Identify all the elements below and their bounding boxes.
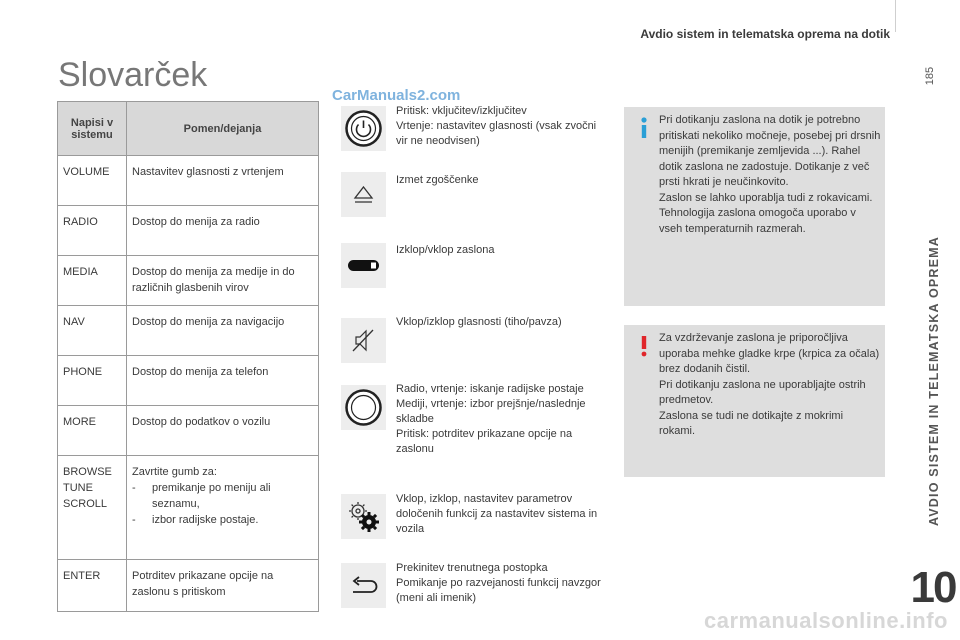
- table-row: [58, 456, 319, 560]
- info-note: [624, 107, 885, 306]
- term-cell: RADIO: [58, 206, 127, 256]
- meaning-cell: Nastavitev glasnosti z vrtenjem: [127, 156, 319, 206]
- table-row: [58, 306, 319, 356]
- watermark-top: CarManuals2.com: [332, 87, 461, 104]
- control-description-settings: Vklop, izklop, nastavitev parametrov določenih funkcij za nastavitev sistema in vozila: [396, 493, 598, 535]
- page-number: 185: [924, 66, 936, 86]
- settings-gears-icon: [341, 494, 386, 539]
- bullet-text: izbor radijske postaje.: [152, 514, 259, 526]
- bullet-item: - izbor radijske postaje.: [132, 514, 259, 526]
- meaning-cell: Dostop do menija za navigacijo: [127, 306, 319, 356]
- term-cell: PHONE: [58, 356, 127, 406]
- meaning-cell: [127, 456, 319, 560]
- glossary-table: [57, 101, 319, 612]
- bullet-text: premikanje po meniju ali seznamu,: [152, 482, 271, 510]
- term-cell: BROWSE TUNE SCROLL: [58, 456, 127, 560]
- table-row: [58, 256, 319, 306]
- mute-icon: [341, 318, 386, 363]
- meaning-text: Zavrtite gumb za:: [132, 466, 217, 478]
- meaning-cell: Dostop do menija za telefon: [127, 356, 319, 406]
- table-row: [58, 156, 319, 206]
- term-cell: MORE: [58, 406, 127, 456]
- meaning-cell: Potrditev prikazane opcije na zaslonu s pritiskom: [127, 560, 319, 612]
- chapter-side-title: AVDIO SISTEM IN TELEMATSKA OPREMA: [927, 235, 941, 527]
- header-title: Avdio sistem in telematska oprema na dotik: [640, 27, 890, 41]
- back-arrow-icon: [341, 563, 386, 608]
- power-knob-icon: [341, 106, 386, 151]
- meaning-cell: Dostop do podatkov o vozilu: [127, 406, 319, 456]
- info-icon: [638, 117, 650, 144]
- warning-note-text: Za vzdrževanje zaslona je priporočljiva uporaba mehke gladke krpe (krpica za očala) brez dodanih čistil. Pri dotikanju zaslona ne uporabljajte ostrih predmetov. Zaslona se tudi ne dotikajte z mokrimi rokami.: [659, 332, 880, 437]
- control-description-screen: Izklop/vklop zaslona: [396, 244, 495, 256]
- term-cell: MEDIA: [58, 256, 127, 306]
- chapter-number: 10: [910, 563, 956, 612]
- table-row: [58, 356, 319, 406]
- warning-icon: [638, 335, 650, 362]
- bullet-item: - premikanje po meniju ali seznamu,: [132, 480, 313, 512]
- table-row: [58, 560, 319, 612]
- watermark-bottom: carmanualsonline.info: [704, 608, 948, 633]
- column-header-term: Napisi v sistemu: [58, 102, 127, 156]
- meaning-cell: Dostop do menija za medije in do različnih glasbenih virov: [127, 256, 319, 306]
- table-row: [58, 206, 319, 256]
- eject-icon: [341, 172, 386, 217]
- glossary-header-row: [58, 102, 319, 156]
- column-header-meaning: Pomen/dejanja: [127, 102, 319, 156]
- screen-toggle-icon: [341, 243, 386, 288]
- info-note-text: Pri dotikanju zaslona na dotik je potrebno pritiskati nekoliko močneje, posebej pri drsnih menijih (premikanje zemljevida ...). Rahel dotik zaslona ne zadostuje. Dotikanje z več prsti hkrati je neučinkovito. Zaslon se lahko uporablja tudi z rokavicami. Tehnologija zaslona omogoča uporabo v vseh temperaturnih razmerah.: [659, 114, 881, 235]
- control-description-eject: Izmet zgoščenke: [396, 174, 479, 186]
- header-divider: [895, 0, 896, 32]
- warning-note: [624, 325, 885, 477]
- control-description-power: Pritisk: vključitev/izključitev Vrtenje: nastavitev glasnosti (vsak zvočni vir ne neodvisen): [396, 105, 597, 147]
- control-description-back: Prekinitev trenutnega postopka Pomikanje po razvejanosti funkcij navzgor (meni ali imenik): [396, 562, 601, 604]
- page-title: Slovarček: [58, 56, 208, 94]
- control-description-rotary: Radio, vrtenje: iskanje radijske postaje Mediji, vrtenje: izbor prejšnje/naslednje skladbe Pritisk: potrditev prikazane opcije na zaslonu: [396, 383, 586, 455]
- term-cell: NAV: [58, 306, 127, 356]
- meaning-cell: Dostop do menija za radio: [127, 206, 319, 256]
- term-cell: ENTER: [58, 560, 127, 612]
- control-description-mute: Vklop/izklop glasnosti (tiho/pavza): [396, 316, 562, 328]
- table-row: [58, 406, 319, 456]
- term-cell: VOLUME: [58, 156, 127, 206]
- rotary-knob-icon: [341, 385, 386, 430]
